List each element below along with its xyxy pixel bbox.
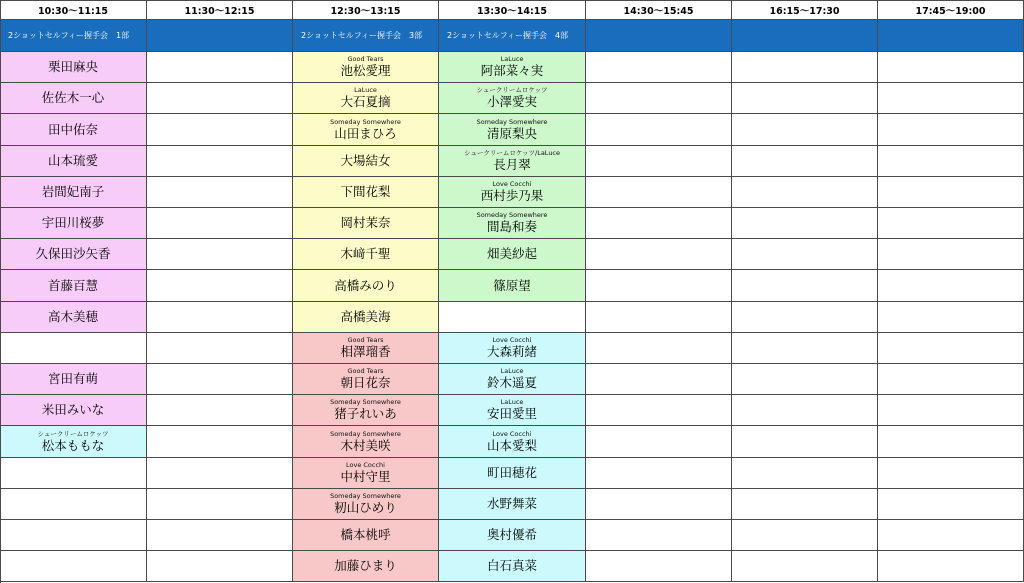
empty-slot (732, 270, 878, 302)
member-name: 田中佑奈 (47, 121, 98, 137)
empty-slot (878, 395, 1024, 426)
time-slot-header: 16:15～17:30 (732, 0, 878, 20)
empty-slot (147, 208, 293, 239)
member-name: 栗田麻央 (47, 59, 98, 74)
group-label: Good Tears (347, 55, 384, 63)
empty-slot (732, 489, 878, 520)
time-slot-header: 11:30～12:15 (147, 0, 293, 20)
session-band-cell (732, 20, 878, 52)
empty-slot (732, 458, 878, 489)
member-slot[interactable] (0, 302, 147, 333)
member-name: 松本ももな (41, 437, 105, 453)
empty-slot (586, 520, 732, 551)
group-label: Love Cocchi (346, 461, 385, 469)
empty-slot (147, 489, 293, 520)
empty-slot (0, 520, 147, 551)
member-name: 大森莉緒 (486, 344, 537, 359)
time-slot-header: 12:30～13:15 (293, 0, 439, 20)
member-slot[interactable] (439, 177, 586, 208)
empty-slot (878, 146, 1024, 177)
member-slot[interactable] (439, 551, 586, 582)
time-slot-header: 10:30～11:15 (0, 0, 147, 20)
member-slot[interactable] (439, 458, 586, 489)
member-slot[interactable] (0, 208, 147, 239)
empty-slot (732, 333, 878, 364)
group-label: シュークリームロケッツ (37, 429, 109, 438)
empty-slot (586, 458, 732, 489)
empty-slot (878, 52, 1024, 83)
group-label: Someday Somewhere (476, 117, 548, 126)
member-slot[interactable] (0, 114, 147, 146)
member-name: 山本愛梨 (486, 437, 537, 453)
empty-slot (878, 302, 1024, 333)
empty-slot (147, 83, 293, 114)
session-band-cell (586, 20, 732, 52)
member-name: 下間花梨 (340, 184, 391, 199)
member-name: 中村守里 (340, 469, 391, 484)
group-label: Love Cocchi (492, 336, 532, 344)
member-name: 山本琉愛 (47, 153, 98, 168)
group-label: Love Cocchi (492, 429, 532, 438)
empty-slot (0, 551, 147, 582)
empty-slot (586, 426, 732, 458)
empty-slot (147, 333, 293, 364)
empty-slot (732, 520, 878, 551)
group-label: Someday Somewhere (330, 492, 401, 500)
session-band-cell: 2ショットセルフィー握手会 3部 (293, 20, 439, 52)
group-label: Good Tears (347, 367, 384, 375)
member-name: 木村美咲 (340, 437, 391, 453)
member-name: 清原梨央 (486, 125, 537, 141)
empty-slot (586, 177, 732, 208)
empty-slot (732, 52, 878, 83)
empty-slot (878, 270, 1024, 302)
member-name: 篠原望 (493, 277, 531, 293)
member-slot[interactable] (439, 270, 586, 302)
member-slot[interactable] (0, 52, 147, 83)
empty-slot (878, 239, 1024, 270)
empty-slot (0, 489, 147, 520)
member-name: 池松愛理 (340, 63, 391, 78)
member-slot[interactable] (293, 520, 439, 551)
member-slot[interactable] (293, 333, 439, 364)
member-slot[interactable] (293, 52, 439, 83)
empty-slot (586, 146, 732, 177)
empty-slot (878, 551, 1024, 582)
member-name: 長月翠 (493, 157, 531, 172)
member-name: 猪子れいあ (334, 406, 397, 421)
group-label: シュークリームロケッツ/LaLuce (463, 149, 561, 157)
group-label: LaLuce (354, 86, 377, 94)
empty-slot (586, 302, 732, 333)
member-name: 大石夏摘 (340, 94, 391, 109)
empty-slot (732, 364, 878, 395)
member-slot[interactable] (293, 551, 439, 582)
member-name: 岡村茉奈 (340, 215, 391, 230)
group-label: Love Cocchi (492, 180, 532, 188)
member-slot[interactable] (439, 395, 586, 426)
member-name: 阿部菜々実 (480, 63, 544, 78)
member-name: 西村歩乃果 (480, 188, 544, 203)
member-slot[interactable] (0, 177, 147, 208)
empty-slot (147, 270, 293, 302)
group-label: Someday Somewhere (330, 429, 401, 438)
member-name: 安田愛里 (486, 406, 537, 421)
empty-slot (0, 333, 147, 364)
empty-slot (147, 458, 293, 489)
empty-slot (732, 302, 878, 333)
empty-slot (732, 395, 878, 426)
empty-slot (147, 239, 293, 270)
member-slot[interactable] (293, 208, 439, 239)
time-slot-header: 17:45～19:00 (878, 0, 1024, 20)
member-name: 岩間妃南子 (41, 184, 105, 199)
empty-slot (732, 114, 878, 146)
empty-slot (147, 520, 293, 551)
member-slot[interactable] (293, 114, 439, 146)
empty-slot (147, 426, 293, 458)
member-slot[interactable] (293, 239, 439, 270)
time-slot-header: 14:30～15:45 (586, 0, 732, 20)
session-band-cell (147, 20, 293, 52)
member-slot[interactable] (0, 146, 147, 177)
member-slot[interactable] (293, 395, 439, 426)
member-name: 米田みいな (41, 402, 105, 417)
member-name: 相澤瑠香 (340, 344, 391, 359)
empty-slot (878, 520, 1024, 551)
member-slot[interactable] (293, 83, 439, 114)
session-band-cell: 2ショットセルフィー握手会 4部 (439, 20, 586, 52)
empty-slot (147, 146, 293, 177)
empty-slot (586, 395, 732, 426)
session-band-cell: 2ショットセルフィー握手会 1部 (0, 20, 147, 52)
group-label: Someday Somewhere (330, 117, 401, 126)
empty-slot (147, 551, 293, 582)
group-label: Good Tears (347, 336, 384, 344)
empty-slot (147, 114, 293, 146)
group-label: シュークリームロケッツ (476, 86, 548, 94)
member-slot[interactable] (439, 52, 586, 83)
member-slot[interactable] (0, 83, 147, 114)
member-slot[interactable] (293, 489, 439, 520)
empty-slot (586, 333, 732, 364)
empty-slot (586, 364, 732, 395)
member-name: 宇田川桜夢 (41, 215, 105, 230)
empty-slot (878, 426, 1024, 458)
member-slot[interactable] (0, 395, 147, 426)
empty-slot (147, 364, 293, 395)
empty-slot (878, 208, 1024, 239)
member-slot[interactable] (439, 426, 586, 458)
member-name: 町田穂花 (486, 465, 537, 480)
member-slot[interactable] (293, 270, 439, 302)
time-slot-header: 13:30～14:15 (439, 0, 586, 20)
member-slot[interactable] (439, 83, 586, 114)
member-name: 畑美紗起 (486, 246, 537, 261)
member-name: 水野舞菜 (486, 496, 537, 511)
empty-slot (732, 83, 878, 114)
group-label: Someday Somewhere (330, 398, 401, 406)
empty-slot (586, 239, 732, 270)
member-name: 木﨑千聖 (340, 246, 391, 261)
group-label: LaLuce (500, 55, 524, 63)
empty-slot (732, 426, 878, 458)
member-slot[interactable] (439, 208, 586, 239)
empty-slot (586, 83, 732, 114)
group-label: LaLuce (500, 367, 524, 375)
member-name: 久保田沙矢香 (35, 246, 111, 261)
member-name: 山田まひろ (334, 125, 397, 141)
member-name: 佐佐木一心 (41, 90, 105, 105)
member-slot[interactable] (0, 426, 147, 458)
empty-slot (147, 177, 293, 208)
empty-slot (586, 270, 732, 302)
member-name: 間島和奏 (486, 219, 537, 234)
member-slot[interactable] (293, 458, 439, 489)
member-name: 小澤愛実 (486, 94, 537, 109)
empty-slot (732, 177, 878, 208)
empty-slot (586, 208, 732, 239)
member-slot[interactable] (0, 270, 147, 302)
member-slot[interactable] (293, 364, 439, 395)
member-slot[interactable] (293, 146, 439, 177)
member-slot[interactable] (0, 239, 147, 270)
empty-slot (732, 146, 878, 177)
empty-slot (586, 551, 732, 582)
member-slot[interactable] (439, 364, 586, 395)
member-name: 橋本桃呼 (340, 527, 391, 542)
member-slot[interactable] (293, 302, 439, 333)
member-name: 加藤ひまり (334, 558, 397, 573)
member-slot[interactable] (293, 177, 439, 208)
member-slot[interactable] (439, 146, 586, 177)
group-label: LaLuce (500, 398, 524, 406)
member-name: 籾山ひめり (334, 500, 397, 515)
empty-slot (586, 489, 732, 520)
empty-slot (147, 395, 293, 426)
empty-slot (732, 239, 878, 270)
member-name: 大場結女 (340, 153, 391, 168)
member-name: 白石真菜 (486, 558, 537, 573)
empty-slot (878, 489, 1024, 520)
empty-slot (147, 52, 293, 83)
member-slot[interactable] (293, 426, 439, 458)
member-name: 宮田有萌 (47, 371, 98, 386)
empty-slot (878, 83, 1024, 114)
empty-slot (147, 302, 293, 333)
session-band-cell (878, 20, 1024, 52)
empty-slot (878, 333, 1024, 364)
empty-slot (732, 208, 878, 239)
empty-slot (586, 114, 732, 146)
empty-slot (732, 551, 878, 582)
empty-slot (878, 114, 1024, 146)
empty-slot (878, 364, 1024, 395)
group-label: Someday Somewhere (476, 211, 548, 219)
member-slot[interactable] (439, 239, 586, 270)
member-slot[interactable] (0, 364, 147, 395)
member-slot[interactable] (439, 489, 586, 520)
member-name: 首藤百慧 (47, 277, 98, 293)
empty-slot (586, 52, 732, 83)
member-name: 高木美穂 (47, 309, 98, 324)
member-slot[interactable] (439, 520, 586, 551)
member-slot[interactable] (439, 333, 586, 364)
member-slot[interactable] (439, 114, 586, 146)
member-name: 鈴木遥夏 (486, 375, 537, 390)
empty-slot (878, 458, 1024, 489)
member-name: 奥村優希 (486, 527, 537, 542)
member-name: 朝日花奈 (340, 375, 391, 390)
empty-slot (439, 302, 586, 333)
empty-slot (878, 177, 1024, 208)
member-name: 高橋美海 (340, 309, 391, 324)
member-name: 高橋みのり (334, 277, 397, 293)
empty-slot (0, 458, 147, 489)
